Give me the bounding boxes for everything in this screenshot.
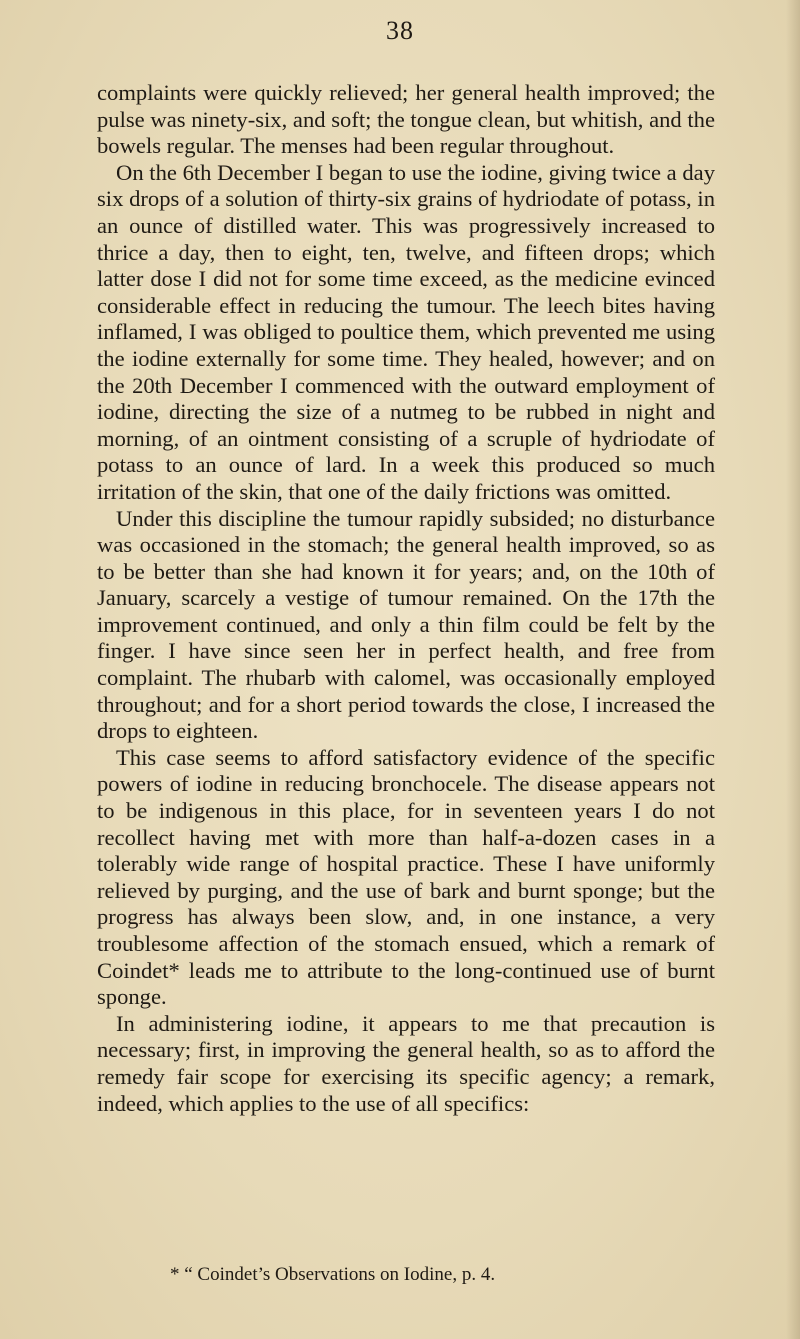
paragraph-specific-powers: This case seems to afford satisfactory evidence of the specific powers of iodine in reducing bronchocele. The disease appears not to be indigenous in this place, for in seventeen years I do not recollect having met with more than half-a-dozen cases in a tolerably wide range of hospital practice. These I have uniformly relieved by purging, and the use of bark and burnt sponge; but the progress has always been slow, and, in one instance, a very troublesome affection of the stomach ensued, which a remark of Coindet* leads me to attribute to the long-continued use of burnt sponge. <box>97 744 715 1010</box>
body-text <box>97 80 715 1117</box>
paragraph-tumour-subsided: Under this discipline the tumour rapidly subsided; no disturbance was occasioned in the stomach; the general health improved, so as to be better than she had known it for years; and, on the 10th of January, scarcely a vestige of tumour remained. On the 17th the improvement continued, and only a thin film could be felt by the finger. I have since seen her in perfect health, and free from complaint. The rhubarb with calomel, was occasionally employed throughout; and for a short period towards the close, I increased the drops to eighteen. <box>97 505 715 744</box>
paragraph-administering-iodine: In administering iodine, it appears to me that precaution is necessary; first, in improving the general health, so as to afford the remedy fair scope for exercising its specific agency; a remark, indeed, which applies to the use of all specifics: <box>97 1010 715 1116</box>
paragraph-continuation: complaints were quickly relieved; her general health improved; the pulse was ninety-six, and soft; the tongue clean, but whitish, and the bowels regular. The menses had been regular throughout. <box>97 80 715 159</box>
paragraph-iodine-treatment: On the 6th December I began to use the iodine, giving twice a day six drops of a solution of thirty-six grains of hydriodate of potass, in an ounce of distilled water. This was progressively increased to thrice a day, then to eight, ten, twelve, and fifteen drops; which latter dose I did not for some time exceed, as the medicine evinced considerable effect in reducing the tumour. The leech bites having inflamed, I was obliged to poultice them, which prevented me using the iodine externally for some time. They healed, however; and on the 20th December I commenced with the outward employment of iodine, directing the size of a nutmeg to be rubbed in night and morning, of an ointment consisting of a scruple of hydriodate of potass to an ounce of lard. In a week this produced so much irritation of the skin, that one of the daily frictions was omitted. <box>97 159 715 504</box>
page-edge-shadow <box>786 0 800 1339</box>
footnote: * “ Coindet’s Observations on Iodine, p. 4. <box>170 1264 496 1285</box>
page-number: 38 <box>386 16 414 45</box>
